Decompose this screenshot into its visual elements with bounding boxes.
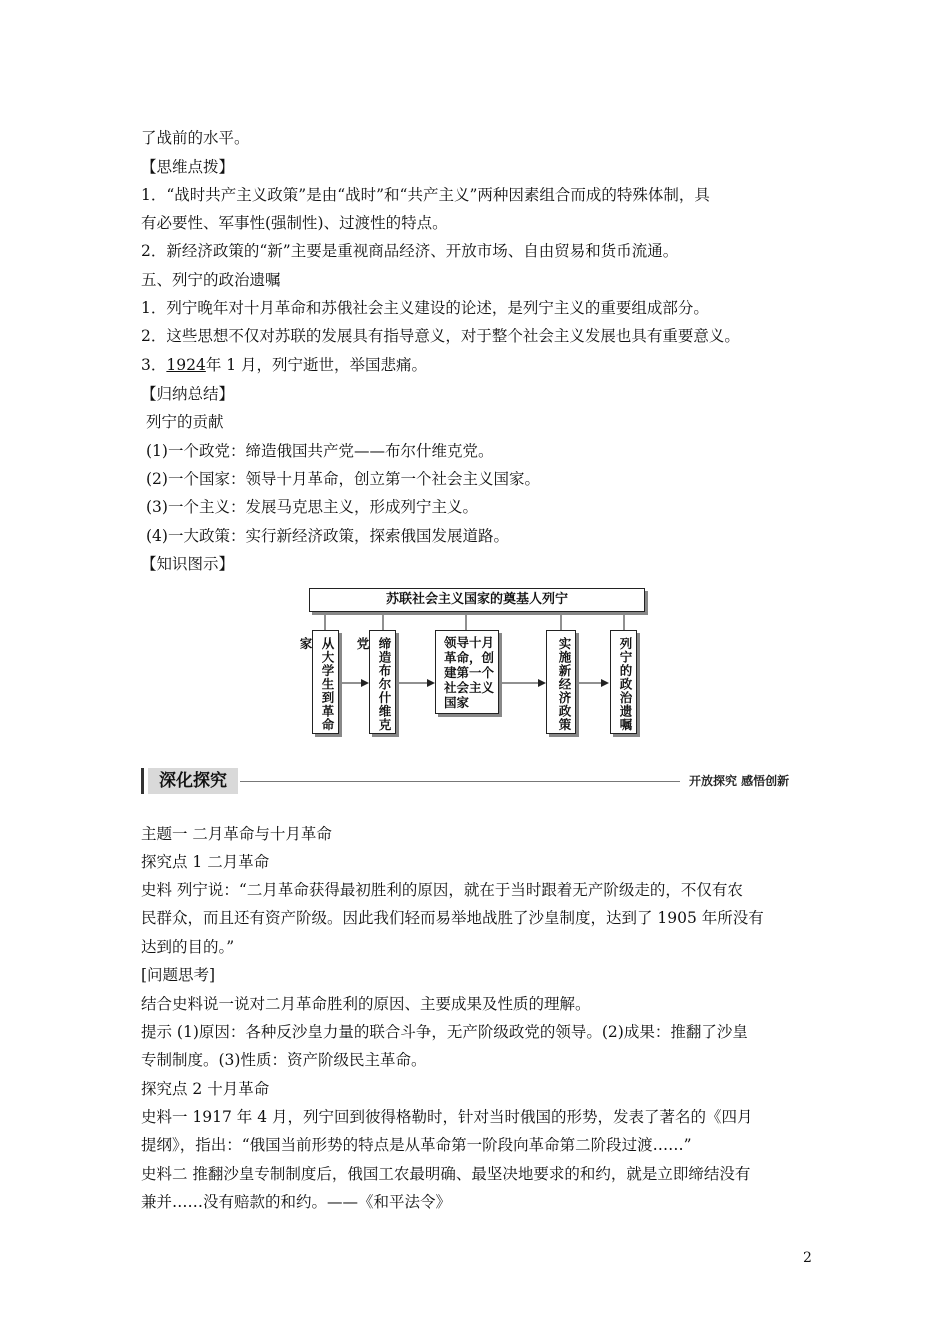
text-line: 1．列宁晚年对十月革命和苏俄社会主义建设的论述，是列宁主义的重要组成部分。 xyxy=(141,299,709,317)
heading-summary: 【归纳总结】 xyxy=(141,385,235,403)
underlined-year: 1924 xyxy=(166,356,206,374)
text-line: 史料 列宁说：“二月革命获得最初胜利的原因，就在于当时跟着无产阶级走的，不仅有农 xyxy=(141,881,743,899)
text-line: 结合史料说一说对二月革命胜利的原因、主要成果及性质的理解。 xyxy=(141,995,591,1013)
question-heading: [问题思考] xyxy=(141,966,216,984)
list-item: (4)一大政策：实行新经济政策，探索俄国发展道路。 xyxy=(146,527,509,545)
text-line: 2．新经济政策的“新”主要是重视商品经济、开放市场、自由贸易和货币流通。 xyxy=(141,242,679,260)
section-title: 深化探究 xyxy=(148,768,238,794)
text-line: 兼并……没有赔款的和约。——《和平法令》 xyxy=(141,1193,452,1211)
list-item: (3)一个主义：发展马克思主义，形成列宁主义。 xyxy=(146,498,478,516)
text-line: 有必要性、军事性(强制性)、过渡性的特点。 xyxy=(141,214,448,232)
topic-heading: 主题一 二月革命与十月革命 xyxy=(141,825,332,843)
section-marker xyxy=(141,768,144,794)
text-line: 史料二 推翻沙皇专制制度后，俄国工农最明确、最坚决地要求的和约，就是立即缔结没有 xyxy=(141,1165,751,1183)
text-line: 达到的目的。” xyxy=(141,938,235,956)
text-line: 列宁的贡献 xyxy=(146,413,224,431)
text-rest: 年 1 月，列宁逝世，举国悲痛。 xyxy=(205,356,428,374)
diagram-title-box: 苏联社会主义国家的奠基人列宁 xyxy=(309,588,645,612)
heading-knowledge-diagram: 【知识图示】 xyxy=(141,555,235,573)
text-line: 2．这些思想不仅对苏联的发展具有指导意义，对于整个社会主义发展也具有重要意义。 xyxy=(141,327,740,345)
text-line: 史料一 1917 年 4 月，列宁回到彼得格勒时，针对当时俄国的形势，发表了著名的《四月 xyxy=(141,1108,753,1126)
diagram-box-new-economic-policy: 实施新经济政策 xyxy=(546,630,576,734)
diagram-box-political-testament: 列宁的政治遗嘱 xyxy=(610,630,637,734)
diagram-box-october-revolution: 领导十月 革命，创 建第一个 社会主义 国家 xyxy=(435,630,499,714)
section-divider xyxy=(240,781,680,782)
text-line: 了战前的水平。 xyxy=(141,129,250,147)
section-heading: 五、列宁的政治遗嘱 xyxy=(141,271,281,289)
text-line: 提纲》，指出：“俄国当前形势的特点是从革命第一阶段向革命第二阶段过渡……” xyxy=(141,1136,692,1154)
section-subtitle: 开放探究 感悟创新 xyxy=(689,774,790,788)
inquiry-heading: 探究点 2 十月革命 xyxy=(141,1080,270,1098)
inquiry-heading: 探究点 1 二月革命 xyxy=(141,853,270,871)
heading-thinking-tips: 【思维点拨】 xyxy=(141,158,235,176)
text-line: 提示 (1)原因：各种反沙皇力量的联合斗争，无产阶级政党的领导。(2)成果：推翻了沙皇 xyxy=(141,1023,748,1041)
text-line: 1．“战时共产主义政策”是由“战时”和“共产主义”两种因素组合而成的特殊体制，具 xyxy=(141,186,710,204)
diagram-box-bolshevik-party: 缔造布尔什维克党 xyxy=(369,630,396,734)
text-line: 专制制度。(3)性质：资产阶级民主革命。 xyxy=(141,1051,427,1069)
text-prefix: 3． xyxy=(141,356,167,374)
list-item: (2)一个国家：领导十月革命，创立第一个社会主义国家。 xyxy=(146,470,540,488)
text-line: 民群众，而且还有资产阶级。因此我们轻而易举地战胜了沙皇制度，达到了 1905 年所没有 xyxy=(141,909,764,927)
diagram-box-student-to-revolutionary: 从大学生到革命家 xyxy=(312,630,339,734)
page-number: 2 xyxy=(803,1250,812,1266)
list-item: (1)一个政党：缔造俄国共产党——布尔什维克党。 xyxy=(146,442,494,460)
